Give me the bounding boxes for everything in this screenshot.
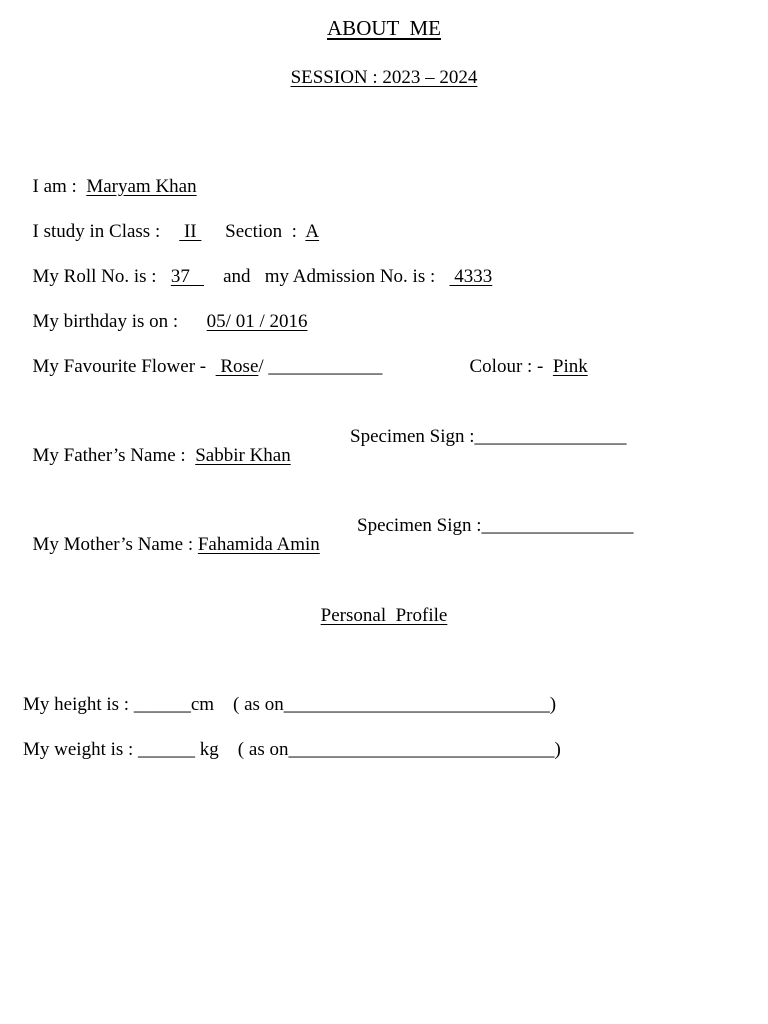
colour-row [460, 338, 588, 376]
colour-label: Colour : - [469, 356, 553, 377]
colour-value: Pink [552, 356, 588, 377]
name-value: Maryam Khan [86, 176, 197, 197]
roll-row [23, 248, 492, 286]
class-value: II [179, 221, 202, 242]
admission-value: 4333 [449, 266, 493, 287]
height-row: My height is : ______cm ( as on____________________________) [23, 694, 557, 715]
mother-sign: Specimen Sign :________________ [357, 515, 634, 536]
flower-row [23, 338, 382, 376]
mother-row [23, 516, 320, 554]
weight-row: My weight is : ______ kg ( as on____________________________) [23, 739, 561, 760]
roll-label: My Roll No. is : [32, 266, 171, 287]
name-label: I am : [32, 176, 87, 197]
mother-value: Fahamida Amin [197, 534, 320, 555]
name-row [23, 158, 197, 196]
father-value: Sabbir Khan [195, 445, 291, 466]
birthday-value: 05/ 01 / 2016 [206, 311, 308, 332]
admission-label: and my Admission No. is : [204, 266, 450, 287]
mother-label: My Mother’s Name : [32, 534, 198, 555]
flower-blank: / ____________ [258, 356, 383, 377]
father-label: My Father’s Name : [32, 445, 196, 466]
flower-label: My Favourite Flower - [32, 356, 216, 377]
flower-value: Rose [215, 356, 259, 377]
father-row [23, 427, 291, 465]
class-row [23, 203, 319, 241]
profile-heading: Personal Profile [320, 605, 448, 626]
father-sign: Specimen Sign :________________ [350, 426, 627, 447]
page-title: ABOUT ME [327, 16, 441, 40]
section-label: Section : [201, 221, 306, 242]
session-heading: SESSION : 2023 – 2024 [290, 67, 478, 88]
birthday-row [23, 293, 307, 331]
roll-value: 37 [170, 266, 205, 287]
section-value: A [305, 221, 320, 242]
birthday-label: My birthday is on : [32, 311, 207, 332]
class-label: I study in Class : [32, 221, 180, 242]
